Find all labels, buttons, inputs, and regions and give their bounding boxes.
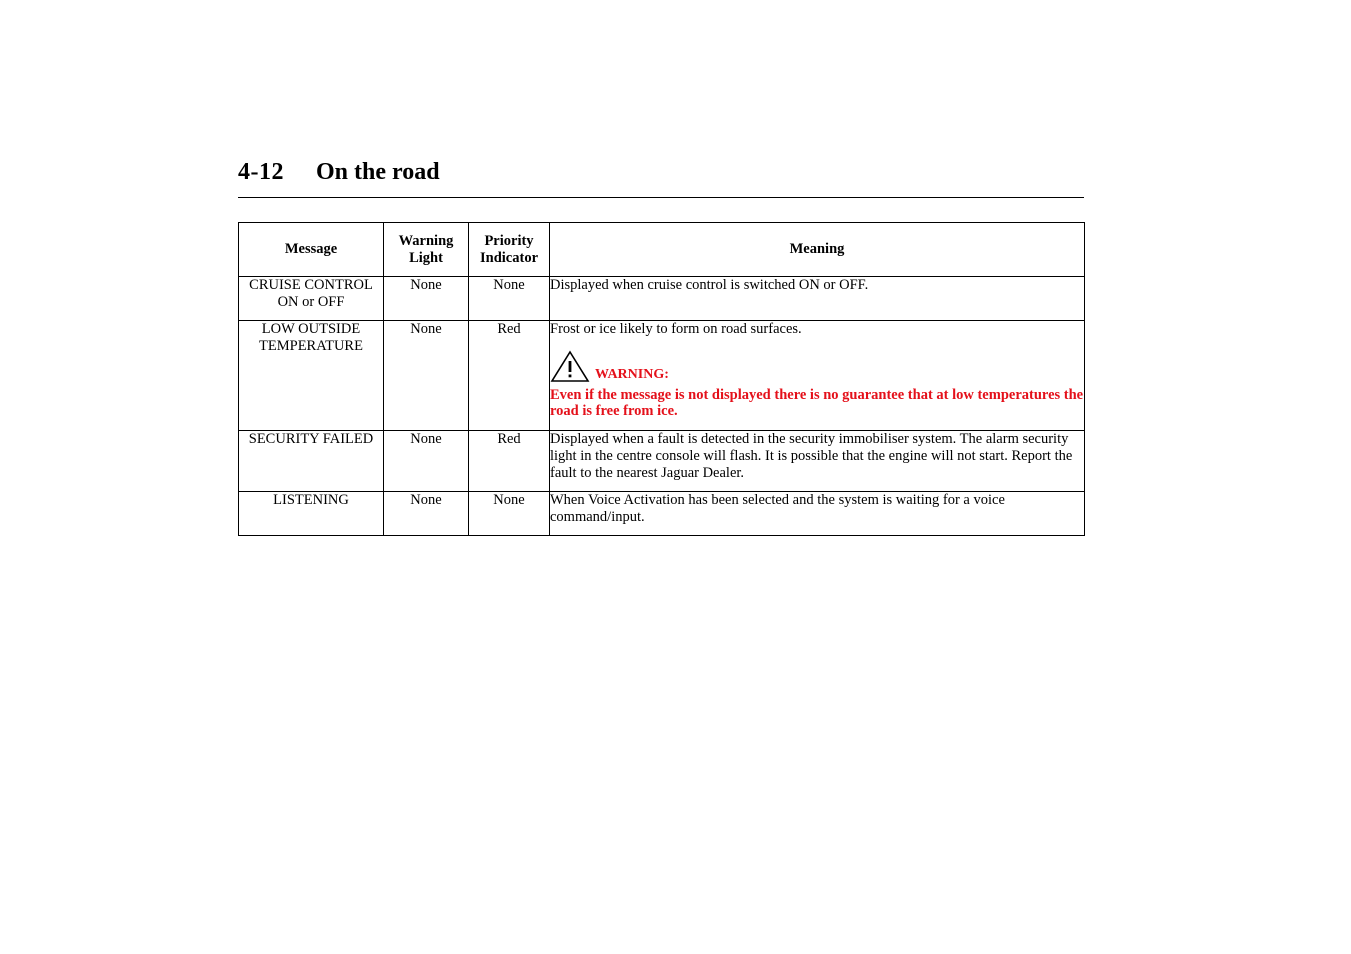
cell-priority-indicator: Red [469,431,550,492]
page-header [238,158,1084,198]
cell-warning-light: None [384,492,469,536]
table-header-row [239,223,1085,277]
meaning-text: Frost or ice likely to form on road surfaces. [550,321,802,337]
cell-meaning: Displayed when cruise control is switched ON or OFF. [550,277,1085,321]
table-row [239,321,1085,431]
cell-message: LOW OUTSIDE TEMPERATURE [239,321,384,431]
column-header-meaning: Meaning [550,223,1085,277]
page-section-title: On the road [316,159,440,185]
warning-text: Even if the message is not displayed there is no guarantee that at low temperatures the road is free from ice. [550,387,1084,419]
table-row [239,277,1085,321]
table-row [239,492,1085,536]
warning-block [550,350,1084,419]
cell-meaning: Displayed when a fault is detected in the security immobiliser system. The alarm security light in the centre console will flash. It is possible that the engine will not start. Report the fault to the nearest Jaguar Dealer. [550,431,1085,492]
cell-warning-light: None [384,321,469,431]
cell-priority-indicator: Red [469,321,550,431]
cell-meaning: When Voice Activation has been selected and the system is waiting for a voice command/input. [550,492,1085,536]
cell-message: SECURITY FAILED [239,431,384,492]
cell-priority-indicator: None [469,277,550,321]
cell-warning-light: None [384,431,469,492]
cell-warning-light: None [384,277,469,321]
page-number: 4-12 [238,159,284,185]
column-header-warning-light: Warning Light [384,223,469,277]
table-row [239,431,1085,492]
warning-label: WARNING: [595,367,669,382]
cell-meaning [550,321,1085,431]
column-header-priority-indicator: Priority Indicator [469,223,550,277]
cell-message: LISTENING [239,492,384,536]
cell-message: CRUISE CONTROL ON or OFF [239,277,384,321]
warning-triangle-icon [550,350,590,383]
warning-heading [550,350,1084,383]
column-header-message: Message [239,223,384,277]
messages-table [238,222,1085,536]
cell-priority-indicator: None [469,492,550,536]
